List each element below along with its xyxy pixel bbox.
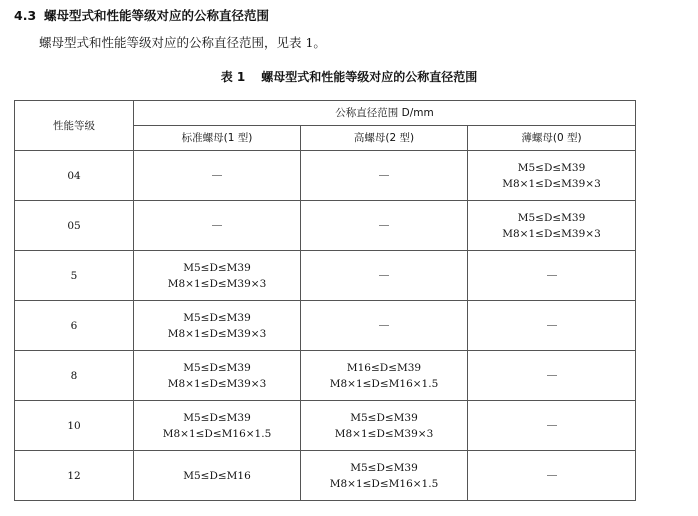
not-applicable-dash [547,425,557,426]
table-row [15,301,636,351]
high-nut-cell [301,201,468,251]
diameter-range-line: M5≤D≤M39 [183,411,251,424]
intro-paragraph: 螺母型式和性能等级对应的公称直径范围，见表 1。 [39,35,326,50]
diameter-range-line: M5≤D≤M39 [517,211,586,224]
diameter-range-line: M8×1≤D≤M39×3 [334,427,434,440]
not-applicable-dash [212,175,222,176]
not-applicable-dash [379,275,389,276]
not-applicable-dash [547,325,557,326]
thin-nut-cell [468,201,636,251]
high-nut-cell [301,151,468,201]
diameter-range-line: M8×1≤D≤M39×3 [167,277,267,290]
thin-nut-cell [468,401,636,451]
header-standard-nut: 标准螺母(1 型) [134,126,301,151]
grade-cell: 6 [15,301,134,351]
table-row [15,401,636,451]
diameter-range-table [14,100,636,501]
diameter-range-line: M8×1≤D≤M39×3 [502,177,601,190]
grade-cell: 05 [15,201,134,251]
grade-cell: 5 [15,251,134,301]
header-thin-nut: 薄螺母(0 型) [468,126,636,151]
high-nut-cell [301,451,468,501]
high-nut-cell [301,301,468,351]
high-nut-cell [301,251,468,301]
not-applicable-dash [547,375,557,376]
table-caption-number: 表 1 [220,70,246,84]
diameter-range-line: M5≤D≤M39 [183,261,251,274]
grade-cell: 8 [15,351,134,401]
diameter-range-line: M5≤D≤M39 [183,311,251,324]
diameter-range-line: M8×1≤D≤M16×1.5 [329,377,439,390]
table-row [15,151,636,201]
header-diameter-range: 公称直径范围 D/mm [134,101,636,126]
diameter-range-line: M5≤D≤M16 [183,469,251,482]
standard-nut-cell [134,301,301,351]
not-applicable-dash [379,325,389,326]
not-applicable-dash [547,475,557,476]
not-applicable-dash [379,175,389,176]
table-row [15,351,636,401]
thin-nut-cell [468,351,636,401]
grade-cell: 04 [15,151,134,201]
standard-nut-cell [134,351,301,401]
diameter-range-line: M8×1≤D≤M39×3 [502,227,601,240]
grade-cell: 10 [15,401,134,451]
diameter-range-line: M5≤D≤M39 [183,361,251,374]
thin-nut-cell [468,301,636,351]
standard-nut-cell [134,451,301,501]
grade-cell: 12 [15,451,134,501]
diameter-range-line: M8×1≤D≤M39×3 [167,377,267,390]
standard-nut-cell [134,151,301,201]
diameter-range-line: M5≤D≤M39 [350,461,418,474]
diameter-range-line: M5≤D≤M39 [350,411,418,424]
not-applicable-dash [547,275,557,276]
not-applicable-dash [212,225,222,226]
diameter-range-line: M8×1≤D≤M39×3 [167,327,267,340]
diameter-range-line: M8×1≤D≤M16×1.5 [329,477,439,490]
table-row [15,251,636,301]
thin-nut-cell [468,251,636,301]
standard-nut-cell [134,251,301,301]
table-caption [0,68,698,85]
header-high-nut: 高螺母(2 型) [301,126,468,151]
high-nut-cell [301,401,468,451]
thin-nut-cell [468,151,636,201]
standard-nut-cell [134,201,301,251]
diameter-range-line: M16≤D≤M39 [346,361,422,374]
thin-nut-cell [468,451,636,501]
table-row [15,451,636,501]
diameter-range-line: M5≤D≤M39 [517,161,586,174]
table-caption-title: 螺母型式和性能等级对应的公称直径范围 [261,70,478,84]
diameter-range-line: M8×1≤D≤M16×1.5 [162,427,272,440]
table-row [15,201,636,251]
standard-nut-cell [134,401,301,451]
not-applicable-dash [379,225,389,226]
table-body [15,151,636,501]
section-number: 4.3 [14,8,37,23]
section-title: 螺母型式和性能等级对应的公称直径范围 [44,8,270,23]
high-nut-cell [301,351,468,401]
header-grade: 性能等级 [15,101,134,151]
section-heading [14,6,269,24]
